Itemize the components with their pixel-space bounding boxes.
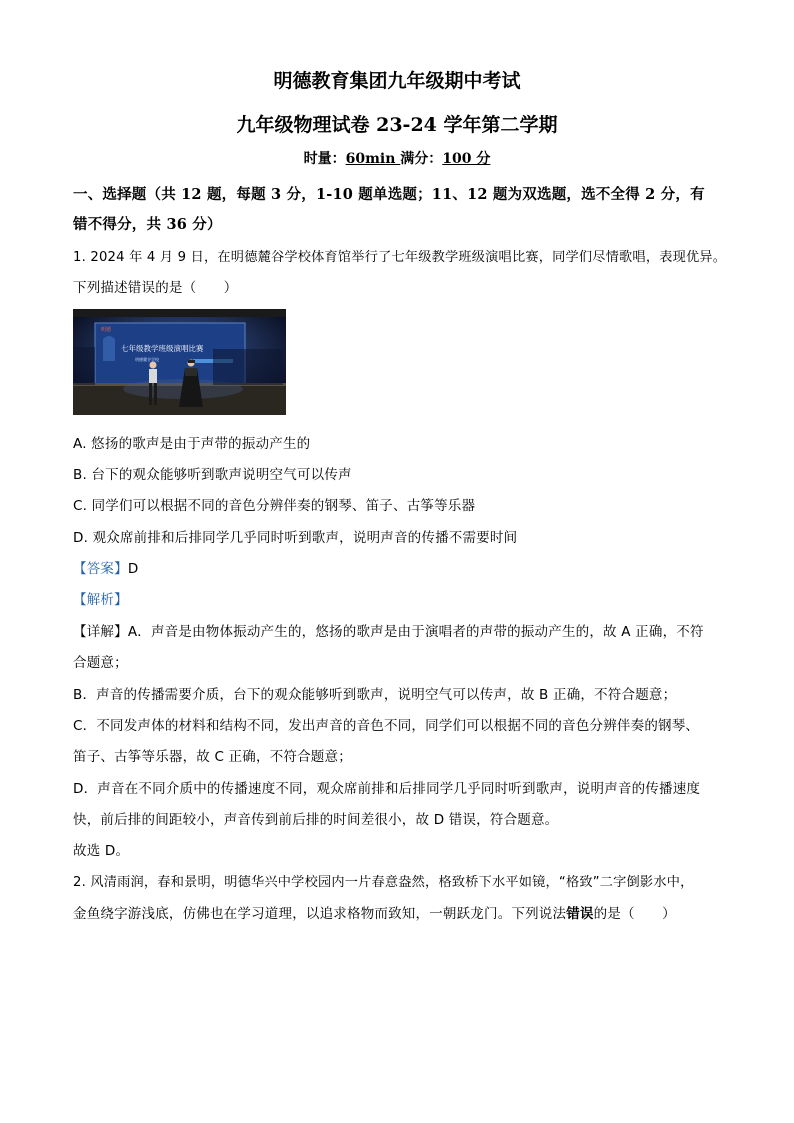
q1-answer: [73, 557, 138, 577]
detail-tag: 【详解】: [73, 624, 128, 640]
answer-value: D: [127, 561, 139, 577]
photo-logo: 明德: [101, 327, 112, 333]
q1-stem: 1. 2024 年 4 月 9 日，在明德麓谷学校体育馆举行了七年级教学班级演唱比赛，同学们尽情歌唱，表现优异。: [73, 250, 727, 265]
concert-photo: [73, 309, 286, 415]
section-heading: 一、选择题（共 12 题，每题 3 分，1-10 题单选题；11、12 题为双选题，选不全得 2 分，有: [73, 186, 705, 203]
exam-title: 明德教育集团九年级期中考试: [273, 70, 521, 92]
q2-stem-prefix: 金鱼绕字游浅底，仿佛也在学习道理，以追求格物而致知，一朝跃龙门。下列说法: [73, 906, 567, 922]
time-value: 60min: [345, 151, 401, 167]
q1-detail-line: 合题意；: [73, 655, 128, 671]
q1-option-a: A. 悠扬的歌声是由于声带的振动产生的: [73, 436, 311, 452]
q1-detail-line: 笛子、古筝等乐器，故 C 正确，不符合题意；: [73, 749, 352, 765]
q1-conclusion: 故选 D。: [73, 843, 130, 859]
q1-detail-line: C．不同发声体的材料和结构不同，发出声音的音色不同，同学们可以根据不同的音色分辨伴奏的钢琴、: [73, 718, 700, 734]
q1-detail-line: D．声音在不同介质中的传播速度不同，观众席前排和后排同学几乎同时听到歌声，说明声音的传播速度: [73, 781, 701, 797]
q1-stem-cont: 下列描述错误的是（ ）: [73, 280, 238, 296]
detail-text: A．声音是由物体振动产生的，悠扬的歌声是由于演唱者的声带的振动产生的，故 A 正确，不符: [127, 624, 704, 640]
answer-tag: 【答案】: [73, 561, 128, 577]
analysis-tag: 【解析】: [73, 592, 128, 608]
q2-stem: 2. 风清雨润，春和景明，明德华兴中学校园内一片春意盎然，格致桥下水平如镜，“格致”二字倒影水中，: [73, 875, 694, 890]
q2-stem-emphasis: 错误: [566, 906, 594, 922]
q1-option-b: B. 台下的观众能够听到歌声说明空气可以传声: [73, 467, 352, 483]
q2-stem-cont: [73, 902, 676, 922]
q1-detail-line: 快，前后排的间距较小，声音传到前后排的时间差很小，故 D 错误，符合题意。: [73, 812, 559, 828]
q1-option-c: C. 同学们可以根据不同的音色分辨伴奏的钢琴、笛子、古筝等乐器: [73, 498, 476, 514]
photo-banner-text: 七年级教学班级演唱比赛: [121, 344, 204, 353]
score-value: 100 分: [442, 151, 491, 167]
exam-time-score: [0, 148, 794, 168]
exam-subtitle: 九年级物理试卷 23-24 学年第二学期: [236, 114, 558, 136]
q1-detail-line: [73, 620, 704, 640]
time-label: 时量：: [303, 151, 346, 167]
q1-detail-line: B．声音的传播需要介质，台下的观众能够听到歌声，说明空气可以传声，故 B 正确，不符合题意；: [73, 687, 677, 703]
q1-option-d: D. 观众席前排和后排同学几乎同时听到歌声，说明声音的传播不需要时间: [73, 530, 518, 546]
q2-stem-suffix: 的是（ ）: [593, 906, 676, 922]
section-heading-cont: 错不得分，共 36 分）: [73, 216, 222, 233]
photo-sub-text: 明德麓谷学校: [135, 357, 159, 362]
score-label: 满分：: [400, 151, 443, 167]
